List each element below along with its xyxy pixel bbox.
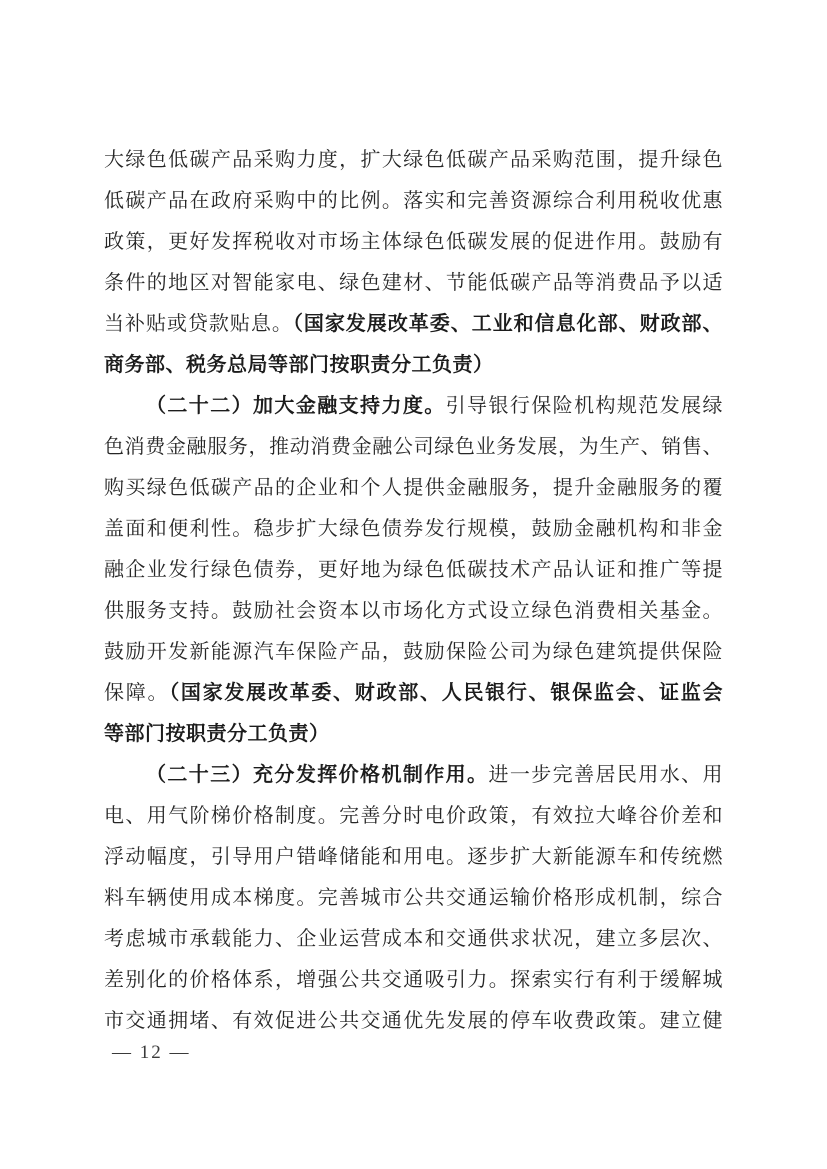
text-segment: 盖面和便利性。稳步扩大绿色债券发行规模，鼓励金融机构和非金: [104, 518, 723, 540]
text-line: [104, 837, 723, 878]
text-segment: 购买绿色低碳产品的企业和个人提供金融服务，提升金融服务的覆: [104, 477, 723, 499]
text-segment: 低碳产品在政府采购中的比例。落实和完善资源综合利用税收优惠: [104, 190, 723, 212]
text-line: [104, 796, 723, 837]
text-segment: 鼓励开发新能源汽车保险产品，鼓励保险公司为绿色建筑提供保险: [104, 641, 723, 663]
text-segment: 引导银行保险机构规范发展绿: [445, 395, 724, 417]
text-segment: 市交通拥堵、有效促进公共交通优先发展的停车收费政策。建立健: [104, 1010, 723, 1032]
text-line: [104, 140, 723, 181]
text-line: [104, 345, 723, 386]
text-segment: 浮动幅度，引导用户错峰储能和用电。逐步扩大新能源车和传统燃: [104, 846, 723, 868]
text-segment: 政策，更好发挥税收对市场主体绿色低碳发展的促进作用。鼓励有: [104, 231, 723, 253]
text-line: [104, 1001, 723, 1042]
page-number: — 12 —: [112, 1042, 191, 1063]
text-segment: 电、用气阶梯价格制度。完善分时电价政策，有效拉大峰谷价差和: [104, 805, 723, 827]
text-line: [104, 550, 723, 591]
text-line: [104, 427, 723, 468]
bold-text-segment: （国家发展改革委、财政部、人民银行、银保监会、证监会: [169, 682, 724, 704]
text-segment: 大绿色低碳产品采购力度，扩大绿色低碳产品采购范围，提升绿色: [104, 149, 723, 171]
text-line: [104, 755, 723, 796]
text-line: [104, 714, 723, 755]
text-segment: 进一步完善居民用水、用: [488, 764, 724, 786]
text-line: [104, 632, 723, 673]
text-line: [104, 509, 723, 550]
bold-text-segment: （二十二）加大金融支持力度。: [146, 395, 446, 417]
text-line: [104, 263, 723, 304]
text-line: [104, 673, 723, 714]
text-line: [104, 919, 723, 960]
text-line: [104, 591, 723, 632]
text-line: [104, 181, 723, 222]
text-segment: 当补贴或贷款贴息。: [104, 313, 293, 335]
text-line: [104, 468, 723, 509]
text-line: [104, 386, 723, 427]
text-segment: 考虑城市承载能力、企业运营成本和交通供求状况，建立多层次、: [104, 928, 723, 950]
text-line: [104, 878, 723, 919]
bold-text-segment: （国家发展改革委、工业和信息化部、财政部、: [292, 313, 724, 335]
document-body: [104, 140, 723, 1042]
text-segment: 融企业发行绿色债券，更好地为绿色低碳技术产品认证和推广等提: [104, 559, 723, 581]
bold-text-segment: （二十三）充分发挥价格机制作用。: [146, 764, 489, 786]
text-segment: 供服务支持。鼓励社会资本以市场化方式设立绿色消费相关基金。: [104, 600, 723, 622]
text-segment: 条件的地区对智能家电、绿色建材、节能低碳产品等消费品予以适: [104, 272, 723, 294]
text-line: [104, 304, 723, 345]
text-segment: 色消费金融服务，推动消费金融公司绿色业务发展，为生产、销售、: [104, 436, 723, 458]
bold-text-segment: 等部门按职责分工负责）: [104, 723, 330, 745]
text-line: [104, 960, 723, 1001]
text-segment: 料车辆使用成本梯度。完善城市公共交通运输价格形成机制，综合: [104, 887, 723, 909]
text-segment: 保障。: [104, 682, 170, 704]
bold-text-segment: 商务部、税务总局等部门按职责分工负责）: [104, 354, 494, 376]
text-segment: 差别化的价格体系，增强公共交通吸引力。探索实行有利于缓解城: [104, 969, 723, 991]
text-line: [104, 222, 723, 263]
